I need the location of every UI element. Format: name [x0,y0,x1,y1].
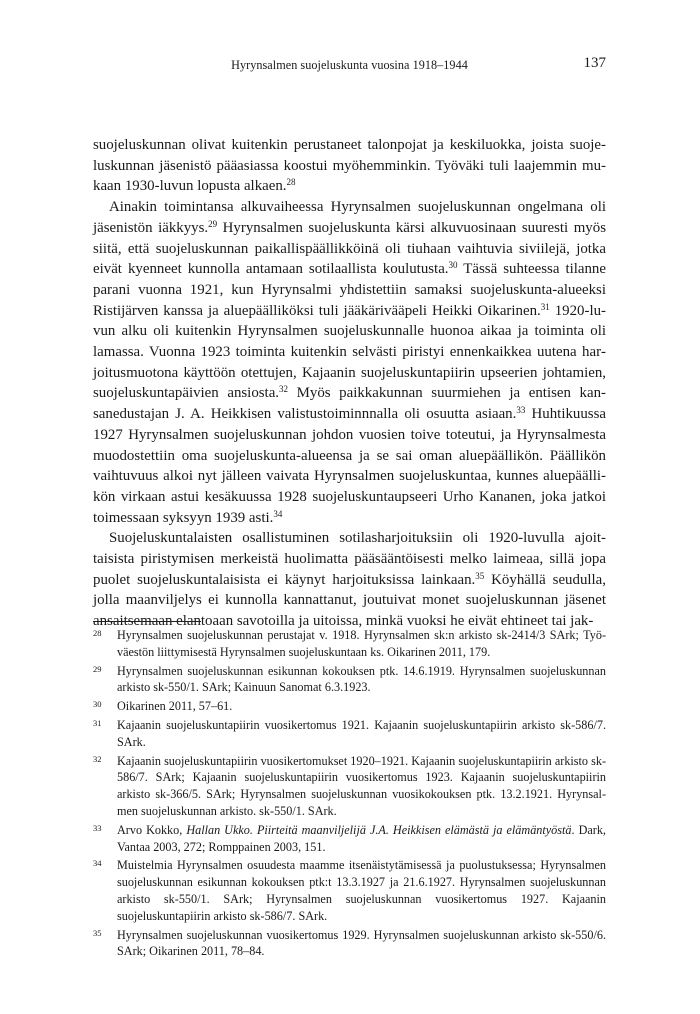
footnote-reference: 34 [273,508,283,519]
footnote-number: 29 [93,663,102,674]
text-run: Oikarinen 2011, 57–61. [117,699,233,714]
footnote-28 [93,627,606,661]
footnote-34 [93,857,606,924]
footnote-text [117,858,606,922]
footnote-32 [93,753,606,820]
text-run: Huhtikuussa 1927 Hyrynsalmen suojeluskunnan johdon vuosien toive toteutui, ja Hyrynsalmesta muodostettiin oma suojeluskunta-alueensa ja se sai oman aluepäällikön. Päällikön vaihtuvuus alkoi nyt jälleen vaivata Hyrynsalmen suojeluskuntaa, kunnes aluepäällikön virkaan astui kesäkuussa 1928 suojeluskuntaupseeri Urho Kananen, joka jatkoi toimessaan syksyyn 1939 asti. [93,406,606,526]
footnote-reference: 32 [279,384,289,395]
running-head [93,54,606,76]
text-run: Kajaanin suojeluskuntapiirin vuosikertomukset 1920–1921. Kajaanin suojeluskuntapiirin arkisto sk-586/7. SArk; Kajaanin suojeluskuntapiirin vuosikertomus 1923. Kajaanin suojeluskuntapiirin arkisto sk-366/5. SArk; Hyrynsalmen suojeluskunnan vuosikokouksen ptk. 13.2.1921. Hyrynsalmen suojeluskunnan arkisto. sk-550/1. SArk. [117,753,606,818]
text-run: suojeluskunnan olivat kuitenkin perustaneet talonpojat ja keskiluokka, joista suojeluskunnan jäsenistö pääasiassa koostui myöhemminkin. Työväki tuli laajemmin mukaan 1930-luvun lopusta alkaen. [93,137,606,195]
footnote-text [117,754,606,818]
footnote-reference: 30 [448,260,458,271]
footnote-number: 32 [93,753,102,764]
text-run: Muistelmia Hyrynsalmen osuudesta maamme itsenäistytämisessä ja puolustuksessa; Hyrynsalmen suojeluskunnan esikunnan kokouksen ptk:t 13.3.1927 ja 21.6.1927. Hyrynsalmen suojeluskunnan arkisto sk-550/1. SArk; Hyrynsalmen suojeluskunnan vuosikertomus 1927. Kajaanin suojeluskuntapiirin arkisto sk-586/7. SArk. [117,858,606,923]
text-run: . Dark, Vantaa 2003, 272; Romppainen 2003, 151. [117,822,606,854]
footnote-reference: 31 [540,301,550,312]
text-run: Tässä suhteessa tilanne parani vuonna 1921, kun Hyrynsalmi yhdistettiin samaksi suojeluskunta-alueeksi Ristijärven kanssa ja aluepäälliköksi tuli jääkärivääpeli Heikki Oikarinen. [93,261,606,319]
footnote-number: 30 [93,699,102,710]
text-run: Hyrynsalmen suojeluskunta kärsi alkuvuosinaan suuresti myös siitä, että suojeluskunnan paikallispäällikköinä oli tiuhaan vaihtuvia siviilejä, jotka eivät kyenneet kunnolla antamaan sotilaallista koulutusta. [93,219,606,278]
footnote-reference: 28 [286,177,296,188]
footnotes [93,627,606,962]
footnote-separator [93,621,201,622]
footnote-31 [93,717,606,751]
text-run: Hallan Ukko. Piirteitä maanviljelijä J.A. Heikkisen elämästä ja elämäntyöstä [186,822,572,837]
footnote-number: 35 [93,927,102,938]
footnote-text [117,823,606,854]
text-run: Hyrynsalmen suojeluskunnan vuosikertomus 1929. Hyrynsalmen suojeluskunnan arkisto sk-550/6. SArk; Oikarinen 2011, 78–84. [117,927,606,959]
footnote-text [117,928,606,959]
footnote-number: 34 [93,858,102,869]
body-paragraph-1 [93,135,606,197]
text-run: Hyrynsalmen suojeluskunnan perustajat v. 1918. Hyrynsalmen sk:n arkisto sk-2414/3 SArk; Työväestön liittymisestä Hyrynsalmen suojeluskuntaan ks. Oikarinen 2011, 179. [117,628,606,659]
footnote-text [117,628,606,659]
running-title: Hyrynsalmen suojeluskunta vuosina 1918–1944 [231,58,468,72]
footnote-number: 28 [93,628,102,638]
footnote-reference: 33 [516,405,526,416]
text-run: Ainakin toimintansa alkuvaiheessa Hyrynsalmen suojeluskunnan ongelmana oli jäsenistön iäkkyys. [93,199,606,236]
footnote-35 [93,927,606,961]
text-run: Köyhällä seudulla, jolla maanviljelys ei kunnolla kannattanut, joutuivat monet suojeluskunnan jäsenet ansaitsemaan elantoaan savotoilla ja uitoissa, minkä vuoksi he eivät ehtineet tai jak- [93,571,607,630]
footnote-29 [93,663,606,697]
footnote-reference: 35 [475,570,485,581]
footnote-text [117,699,232,713]
footnote-number: 33 [93,822,102,833]
body-text [93,135,606,632]
footnote-33 [93,822,606,856]
text-run: Arvo Kokko, [117,822,187,837]
footnote-reference: 29 [208,218,218,229]
footnote-text [117,664,606,695]
footnote-text [117,718,606,749]
footnote-number: 31 [93,717,102,728]
text-run: Kajaanin suojeluskuntapiirin vuosikertomus 1921. Kajaanin suojeluskuntapiirin arkisto sk-586/7. SArk. [117,717,606,749]
body-paragraph-3 [93,528,606,632]
footnote-30 [93,698,606,715]
body-paragraph-2 [93,197,606,528]
text-run: Myös paikkakunnan suurmiehen ja entisen kansanedustajan J. A. Heikkisen valistustoiminnnalla oli osuutta asiaan. [93,385,607,423]
text-run: Hyrynsalmen suojeluskunnan esikunnan kokouksen ptk. 14.6.1919. Hyrynsalmen suojeluskunnan arkisto sk-550/1. SArk; Kainuun Sanomat 6.3.1923. [117,663,606,695]
page-number: 137 [583,55,606,71]
text-run: Suojeluskuntalaisten osallistuminen sotilasharjoituksiin oli 1920-luvulla ajoittaisista piristymisen merkeistä huolimatta pääsääntöisesti melko laimeaa, sillä jopa puolet suojeluskuntalaisista ei käynyt harjoituksissa lainkaan. [93,530,606,588]
text-run: 1920-luvun alku oli kuitenkin Hyrynsalmen suojeluskunnalle huonoa aikaa ja toiminta oli lamassa. Vuonna 1923 toiminta kuitenkin selvästi piristyi ennenkaikkea uutena harjoitusmuotona käyttöön otettujen, Kajaanin suojeluskuntapiirin upseerien johtamien, suojeluskuntapäivien ansiosta. [93,302,606,402]
